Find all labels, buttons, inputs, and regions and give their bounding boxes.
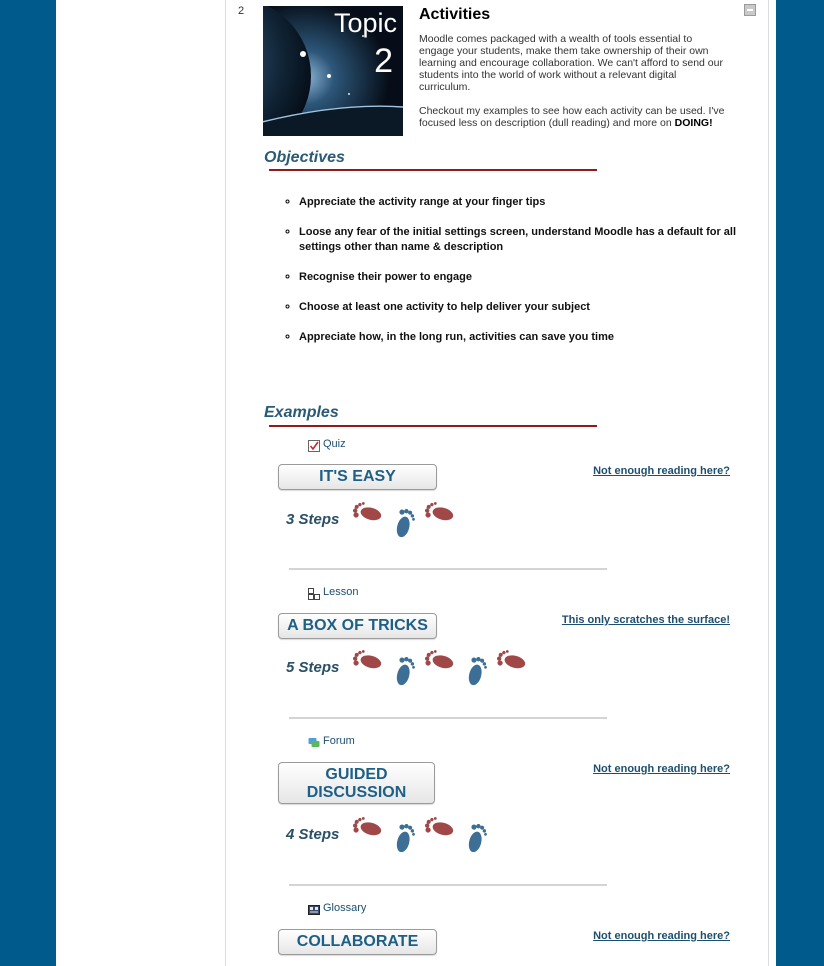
objective-item: ◦ Appreciate the activity range at your finger tips — [299, 195, 739, 210]
footprint-icon — [393, 507, 417, 538]
its-easy-button[interactable]: IT'S EASY — [278, 464, 437, 490]
section-intro: Moodle comes packaged with a wealth of tools essential to engage your students, make them take ownership of their own learning and encourage collaboration. We can't afford to send our students into the world of work without a relevant digital curriculum. — [419, 33, 723, 93]
more-reading-link[interactable]: This only scratches the surface! — [561, 614, 730, 626]
footprint-icon — [465, 822, 489, 853]
steps-label: 5 Steps — [286, 659, 340, 676]
guided-discussion-button[interactable]: GUIDED DISCUSSION — [278, 762, 435, 804]
footprints-4-steps — [350, 813, 496, 853]
cta-emphasis: DOING! — [674, 117, 713, 129]
objective-item: ◦ Appreciate how, in the long run, activities can save you time — [299, 330, 739, 345]
left-block-column — [56, 0, 226, 966]
footprint-icon — [351, 648, 384, 672]
activity-link-lesson[interactable]: Lesson — [323, 586, 359, 598]
example-separator — [289, 884, 607, 886]
objective-item: ◦ Recognise their power to engage — [299, 270, 739, 285]
glossary-icon — [308, 904, 320, 916]
banner-topic-number: 2 — [374, 42, 393, 80]
topic-banner-image — [263, 6, 403, 136]
course-page — [56, 0, 776, 966]
objectives-heading: Objectives — [264, 149, 345, 166]
collaborate-button[interactable]: COLLABORATE — [278, 929, 437, 955]
footprint-icon — [393, 655, 417, 686]
examples-heading: Examples — [264, 404, 339, 421]
footprint-icon — [423, 815, 456, 839]
box-of-tricks-button[interactable]: A BOX OF TRICKS — [278, 613, 437, 639]
footprints-3-steps — [350, 498, 460, 538]
objective-item: ◦ Choose at least one activity to help deliver your subject — [299, 300, 739, 315]
activity-link-quiz[interactable]: Quiz — [323, 438, 346, 450]
footprint-icon — [423, 500, 456, 524]
footprint-icon — [465, 655, 489, 686]
more-reading-link[interactable]: Not enough reading here? — [593, 763, 730, 775]
example-separator — [289, 568, 607, 570]
topic-number: 2 — [238, 5, 245, 17]
objectives-rule — [269, 169, 597, 171]
more-reading-link[interactable]: Not enough reading here? — [593, 465, 730, 477]
objective-item: ◦ Loose any fear of the initial settings screen, understand Moodle has a default for all settings other than name & description — [299, 225, 739, 255]
collapse-section-icon[interactable] — [744, 4, 756, 16]
activity-link-glossary[interactable]: Glossary — [323, 902, 367, 914]
lesson-icon — [308, 588, 320, 600]
activity-link-forum[interactable]: Forum — [323, 735, 355, 747]
example-separator — [289, 717, 607, 719]
steps-label: 3 Steps — [286, 511, 340, 528]
cta-text: Checkout my examples to see how each activity can be used. I've focused less on description (dull reading) and more on — [419, 105, 725, 129]
more-reading-link[interactable]: Not enough reading here? — [593, 930, 730, 942]
banner-topic-word: Topic — [333, 8, 397, 38]
objectives-list — [284, 195, 739, 360]
footprint-icon — [393, 822, 417, 853]
section-intro-cta — [419, 105, 734, 129]
steps-label: 4 Steps — [286, 826, 340, 843]
examples-rule — [269, 425, 597, 427]
quiz-icon — [308, 440, 320, 452]
footprints-5-steps — [350, 646, 532, 686]
footprint-icon — [423, 648, 456, 672]
section-title: Activities — [419, 6, 491, 23]
footprint-icon — [351, 500, 384, 524]
footprint-icon — [351, 815, 384, 839]
forum-icon — [308, 737, 320, 749]
section-border — [768, 0, 769, 966]
footprint-icon — [495, 648, 528, 672]
